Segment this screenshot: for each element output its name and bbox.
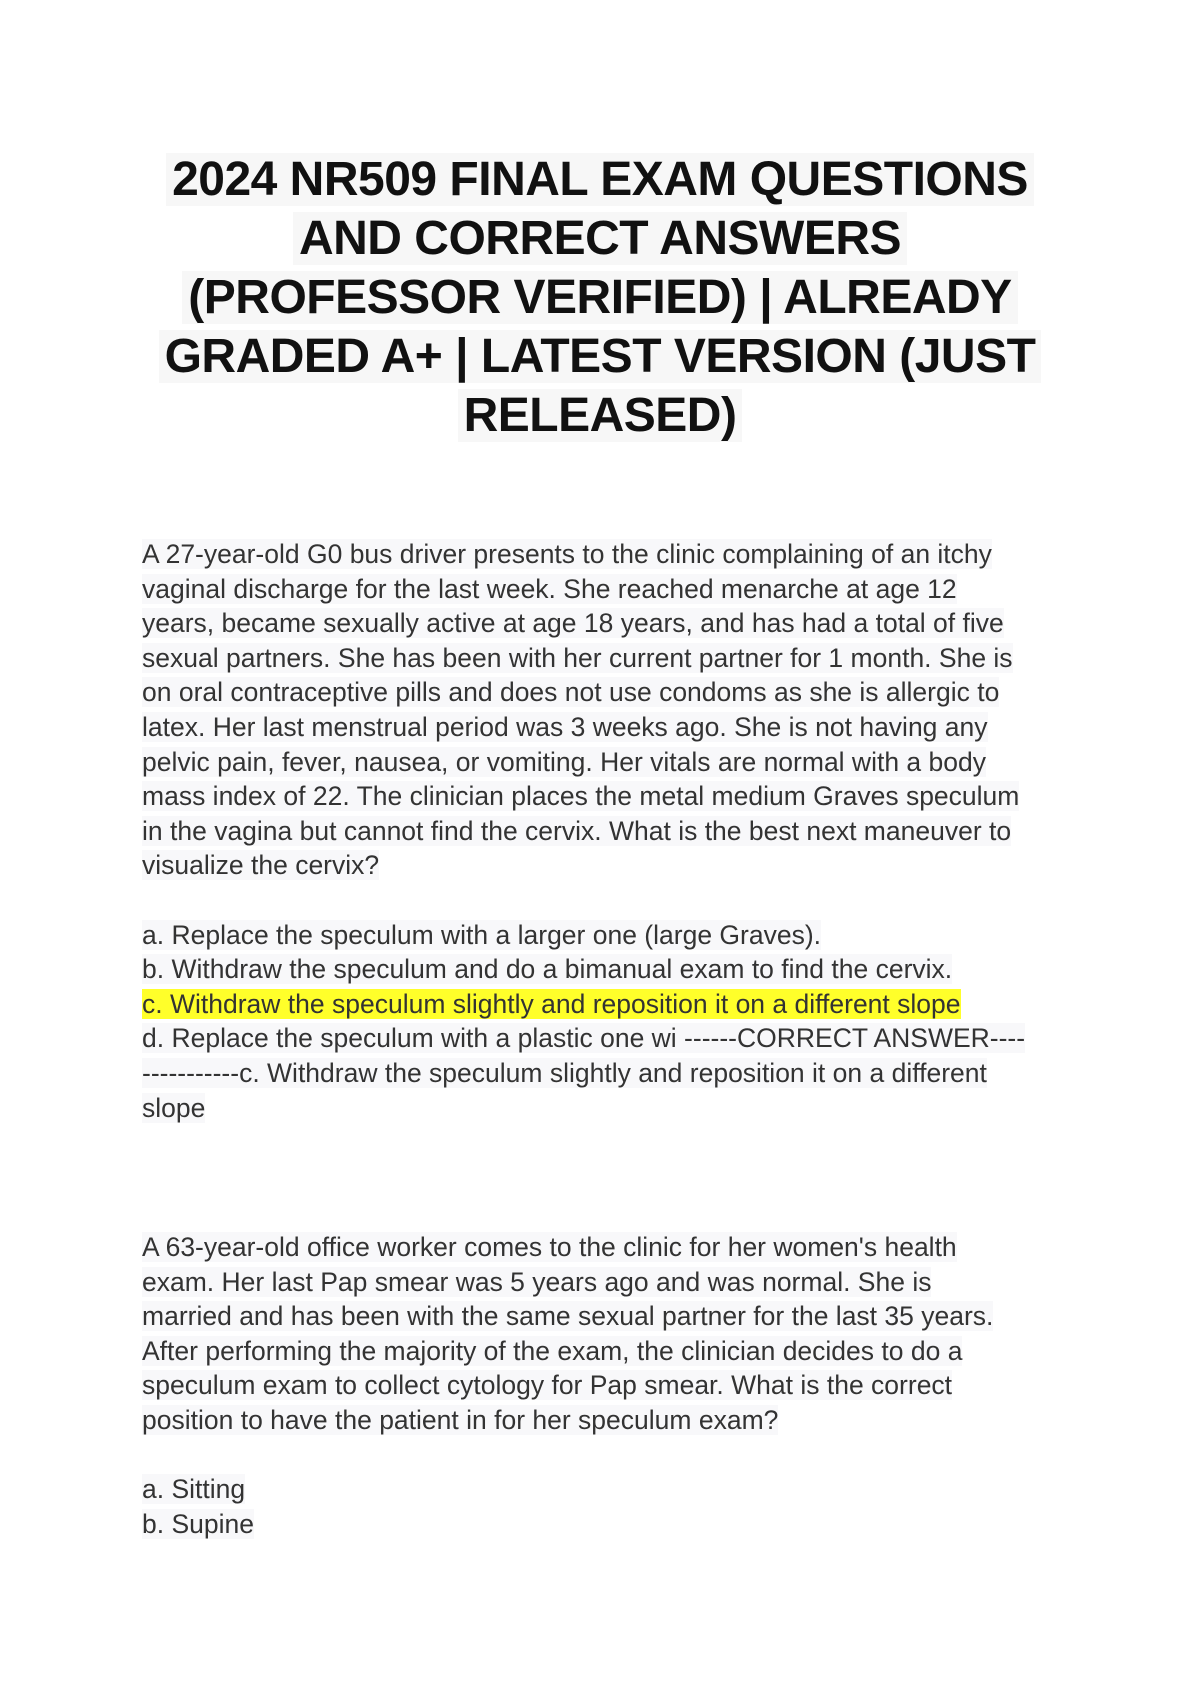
question-stem-line: visualize the cervix? (142, 850, 380, 881)
question-stem-line: years, became sexually active at age 18 years, and has had a total of five (142, 608, 1004, 639)
question-stem-line: latex. Her last menstrual period was 3 weeks ago. She is not having any (142, 711, 988, 742)
question-stem-line: A 63-year-old office worker comes to the clinic for her women's health (142, 1232, 957, 1262)
question-stem-line: position to have the patient in for her speculum exam? (142, 1404, 779, 1435)
answer-option-a: a. Sitting (142, 1474, 246, 1505)
question-stem-line: vaginal discharge for the last week. She reached menarche at age 12 (142, 573, 957, 604)
question-1 (142, 537, 1072, 1125)
question-stem-line: exam. Her last Pap smear was 5 years ago and was normal. She is (142, 1266, 932, 1297)
question-stem-line: After performing the majority of the exam, the clinician decides to do a (142, 1335, 963, 1366)
answer-option-a: a. Replace the speculum with a larger one (large Graves). (142, 919, 822, 950)
question-stem-line: sexual partners. She has been with her current partner for 1 month. She is (142, 642, 1013, 673)
question-stem-line: pelvic pain, fever, nausea, or vomiting. Her vitals are normal with a body (142, 746, 986, 777)
answer-option-c-highlighted: c. Withdraw the speculum slightly and reposition it on a different slope (142, 988, 961, 1019)
question-stem-line: A 27-year-old G0 bus driver presents to the clinic complaining of an itchy (142, 539, 992, 569)
answer-option-b: b. Withdraw the speculum and do a bimanual exam to find the cervix. (142, 954, 953, 985)
title-line: GRADED A+ | LATEST VERSION (JUST (150, 327, 1050, 386)
correct-answer-line: -----------c. Withdraw the speculum slightly and reposition it on a different (142, 1057, 987, 1088)
spacer (142, 1438, 1072, 1473)
question-stem-line: speculum exam to collect cytology for Pap smear. What is the correct (142, 1370, 953, 1401)
title-line: RELEASED) (150, 386, 1050, 445)
answer-option-b: b. Supine (142, 1508, 254, 1539)
spacer (142, 883, 1072, 918)
question-2 (142, 1230, 1072, 1541)
answer-option-d: d. Replace the speculum with a plastic one wi ------CORRECT ANSWER---- (142, 1023, 1026, 1054)
question-stem-line: mass index of 22. The clinician places the metal medium Graves speculum (142, 781, 1020, 812)
question-stem-line: on oral contraceptive pills and does not use condoms as she is allergic to (142, 677, 1000, 708)
correct-answer-line: slope (142, 1092, 206, 1123)
question-stem-line: in the vagina but cannot find the cervix. What is the best next maneuver to (142, 815, 1012, 846)
document-title (150, 150, 1050, 445)
title-line: 2024 NR509 FINAL EXAM QUESTIONS (150, 150, 1050, 209)
question-stem-line: married and has been with the same sexual partner for the last 35 years. (142, 1301, 994, 1332)
title-line: (PROFESSOR VERIFIED) | ALREADY (150, 268, 1050, 327)
title-line: AND CORRECT ANSWERS (150, 209, 1050, 268)
